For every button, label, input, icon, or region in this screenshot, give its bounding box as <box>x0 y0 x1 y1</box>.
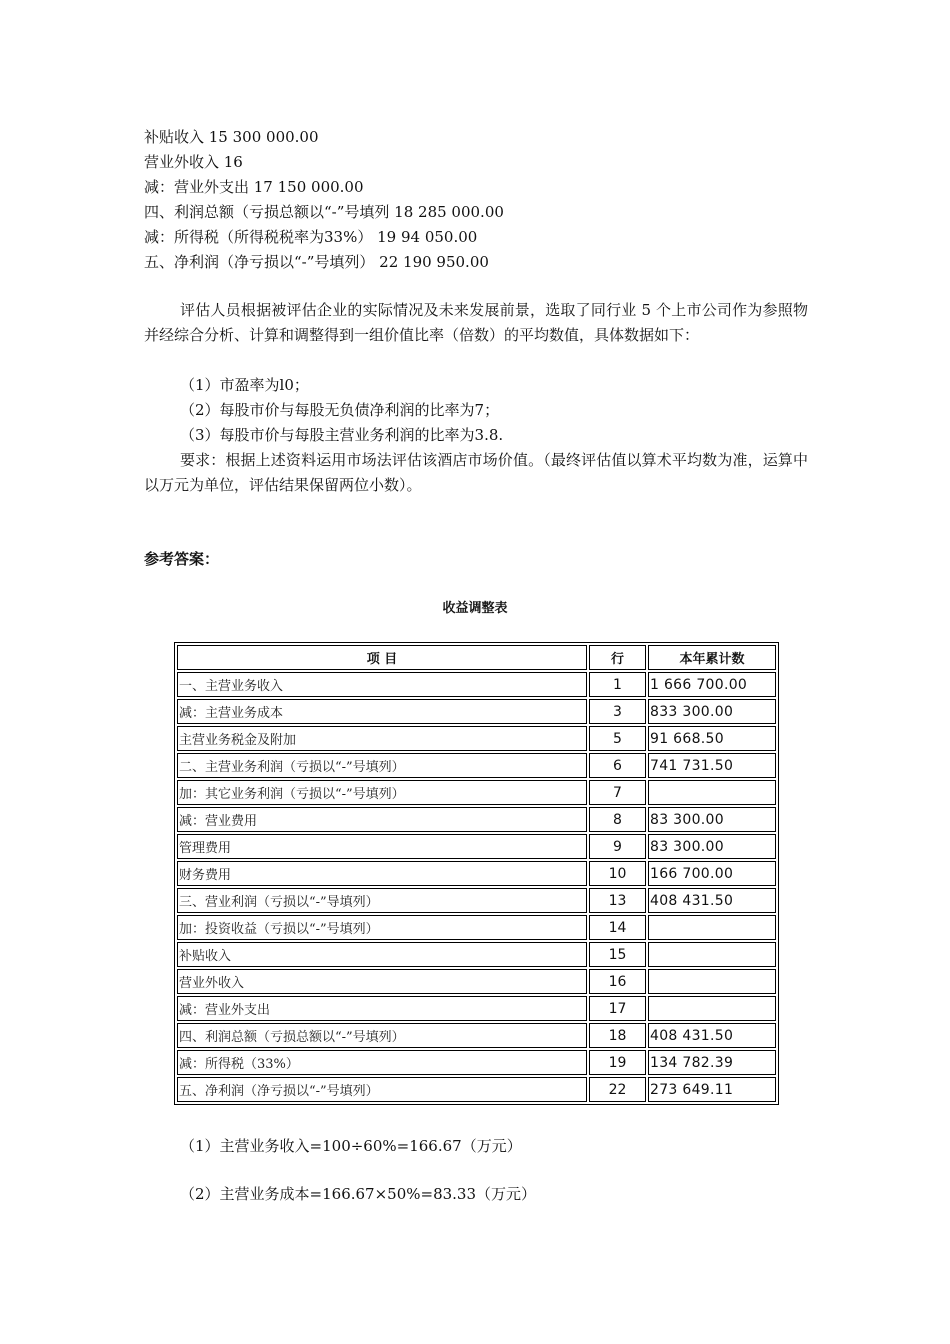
row-item-cell: 加：投资收益（亏损以“-”号填列） <box>177 915 587 940</box>
income-line: 营业外收入 16 <box>144 153 243 171</box>
table-row <box>177 888 776 913</box>
row-number-cell: 18 <box>589 1023 646 1048</box>
requirement-paragraph: 要求：根据上述资料运用市场法评估该酒店市场价值。（最终评估值以算术平均数为准，运算中以万元为单位，评估结果保留两位小数）。 <box>144 451 808 494</box>
income-line: 五、净利润（净亏损以“-”号填列） 22 190 950.00 <box>144 253 489 271</box>
row-item-cell: 一、主营业务收入 <box>177 672 587 697</box>
table-row <box>177 942 776 967</box>
row-item-cell: 减：营业外支出 <box>177 996 587 1021</box>
row-number-cell: 16 <box>589 969 646 994</box>
row-item-cell: 加：其它业务利润（亏损以“-”号填列） <box>177 780 587 805</box>
header-item: 项 目 <box>177 645 587 670</box>
table-row <box>177 753 776 778</box>
table-row <box>177 1077 776 1102</box>
row-number-cell: 8 <box>589 807 646 832</box>
income-line: 四、利润总额（亏损总额以“-”号填列 18 285 000.00 <box>144 203 504 221</box>
row-item-cell: 三、营业利润（亏损以“-”导填列） <box>177 888 587 913</box>
table-row <box>177 861 776 886</box>
row-value-cell: 408 431.50 <box>648 1023 776 1048</box>
row-value-cell: 83 300.00 <box>648 807 776 832</box>
row-value-cell <box>648 942 776 967</box>
row-value-cell: 741 731.50 <box>648 753 776 778</box>
ratio-item: （1）市盈率为l0； <box>180 376 309 394</box>
header-ytd-amount: 本年累计数 <box>648 645 776 670</box>
row-item-cell: 补贴收入 <box>177 942 587 967</box>
row-number-cell: 19 <box>589 1050 646 1075</box>
row-item-cell: 营业外收入 <box>177 969 587 994</box>
income-line: 补贴收入 15 300 000.00 <box>144 128 319 146</box>
table-row <box>177 915 776 940</box>
row-number-cell: 3 <box>589 699 646 724</box>
row-value-cell <box>648 996 776 1021</box>
row-number-cell: 6 <box>589 753 646 778</box>
table-body <box>177 672 776 1102</box>
table-row <box>177 780 776 805</box>
row-value-cell: 166 700.00 <box>648 861 776 886</box>
row-item-cell: 减：所得税（33%） <box>177 1050 587 1075</box>
table-row <box>177 726 776 751</box>
table-row <box>177 996 776 1021</box>
income-line: 减：营业外支出 17 150 000.00 <box>144 178 364 196</box>
calculation-line: （2）主营业务成本=166.67×50%=83.33（万元） <box>180 1185 537 1203</box>
table-row <box>177 672 776 697</box>
row-number-cell: 9 <box>589 834 646 859</box>
row-number-cell: 1 <box>589 672 646 697</box>
row-number-cell: 14 <box>589 915 646 940</box>
table-header-row <box>177 645 776 670</box>
row-item-cell: 财务费用 <box>177 861 587 886</box>
row-value-cell: 83 300.00 <box>648 834 776 859</box>
row-value-cell: 91 668.50 <box>648 726 776 751</box>
row-number-cell: 22 <box>589 1077 646 1102</box>
ratio-item: （3）每股市价与每股主营业务利润的比率为3.8. <box>180 426 504 444</box>
table-title: 收益调整表 <box>442 601 508 616</box>
row-item-cell: 五、净利润（净亏损以“-”号填列） <box>177 1077 587 1102</box>
row-value-cell: 833 300.00 <box>648 699 776 724</box>
row-number-cell: 15 <box>589 942 646 967</box>
answer-heading: 参考答案： <box>144 550 220 568</box>
row-value-cell: 273 649.11 <box>648 1077 776 1102</box>
income-line: 减：所得税（所得税税率为33%） 19 94 050.00 <box>144 228 478 246</box>
table-row <box>177 807 776 832</box>
row-value-cell: 134 782.39 <box>648 1050 776 1075</box>
row-value-cell: 1 666 700.00 <box>648 672 776 697</box>
row-number-cell: 10 <box>589 861 646 886</box>
comparables-paragraph: 评估人员根据被评估企业的实际情况及未来发展前景，选取了同行业 5 个上市公司作为参照物并经综合分析、计算和调整得到一组价值比率（倍数）的平均数值，具体数据如下： <box>144 301 808 344</box>
calculation-line: （1）主营业务收入=100÷60%=166.67（万元） <box>180 1137 522 1155</box>
row-number-cell: 13 <box>589 888 646 913</box>
table-row <box>177 834 776 859</box>
row-number-cell: 5 <box>589 726 646 751</box>
table-row <box>177 1023 776 1048</box>
row-item-cell: 二、主营业务利润（亏损以“-”号填列） <box>177 753 587 778</box>
ratio-item: （2）每股市价与每股无负债净利润的比率为7； <box>180 401 500 419</box>
row-value-cell <box>648 969 776 994</box>
row-item-cell: 四、利润总额（亏损总额以“-”号填列） <box>177 1023 587 1048</box>
row-number-cell: 17 <box>589 996 646 1021</box>
row-value-cell: 408 431.50 <box>648 888 776 913</box>
income-adjustment-table <box>174 642 779 1105</box>
row-number-cell: 7 <box>589 780 646 805</box>
row-item-cell: 减：主营业务成本 <box>177 699 587 724</box>
header-row-number: 行 <box>589 645 646 670</box>
row-item-cell: 减：营业费用 <box>177 807 587 832</box>
table-row <box>177 1050 776 1075</box>
table-row <box>177 969 776 994</box>
row-item-cell: 主营业务税金及附加 <box>177 726 587 751</box>
row-item-cell: 管理费用 <box>177 834 587 859</box>
row-value-cell <box>648 915 776 940</box>
row-value-cell <box>648 780 776 805</box>
table-row <box>177 699 776 724</box>
